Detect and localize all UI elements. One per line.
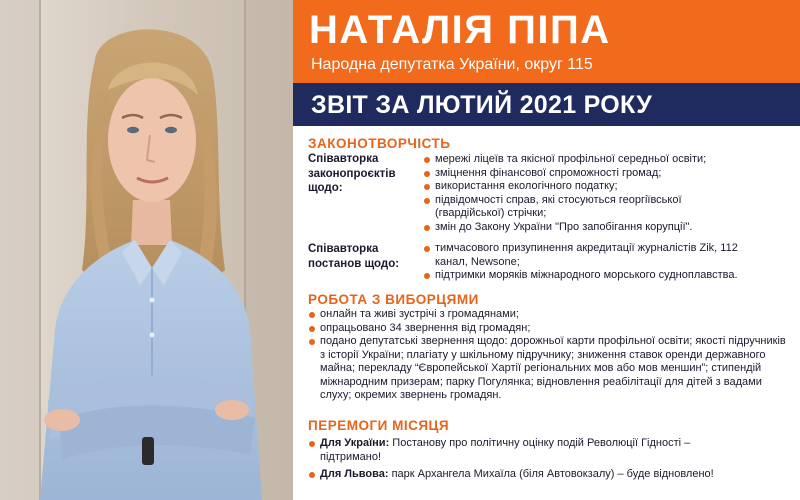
section-heading-voters: РОБОТА З ВИБОРЦЯМИ (308, 292, 479, 307)
report-title: ЗВІТ ЗА ЛЮТИЙ 2021 РОКУ (311, 91, 653, 119)
resolutions-list (423, 242, 793, 283)
list-item (308, 437, 748, 464)
bills-list (423, 153, 793, 234)
list-item: тимчасового призупинення акредитації журналістів Zik, 112 канал, Newsone; (423, 242, 755, 269)
list-item: підтримки моряків міжнародного морського судноплавства. (423, 269, 793, 283)
report-content (293, 126, 800, 500)
win-label: Для України: (320, 437, 390, 449)
section-heading-wins: ПЕРЕМОГИ МІСЯЦЯ (308, 418, 450, 433)
report-banner (293, 83, 800, 126)
list-item: використання екологічного податку; (423, 180, 793, 194)
list-item: подано депутатські звернення щодо: дорожньої карти профільної освіти; якості підручників з історії України; плагіату у шкільному підручнику; зниження ставок оренди державного майна; перекладу “Європейської Хартії регіональних мов або мов меншин”; стипендій міжнародним призерам; парку Погулянка; відновлення реабілітації для дітей з вадами слуху; окремих звернень громадян. (308, 335, 790, 403)
voters-list (308, 308, 790, 403)
portrait-photo (0, 0, 293, 500)
person-subtitle: Народна депутатка України, округ 115 (311, 56, 593, 73)
list-item (308, 468, 748, 482)
portrait-illustration (0, 0, 293, 500)
header-bar (293, 0, 800, 83)
resolutions-label: Співавторка постанов щодо: (308, 243, 400, 270)
wins-list (308, 437, 748, 482)
list-item: онлайн та живі зустрічі з громадянами; (308, 308, 790, 322)
bills-label: Співавторка законопроєктів щодо: (308, 153, 396, 194)
list-item: мережі ліцеїв та якісної профільної середньої освіти; (423, 153, 793, 167)
win-label: Для Львова: (320, 468, 389, 480)
list-item: змін до Закону України "Про запобігання корупції". (423, 221, 793, 235)
win-text: Постанову про політичну оцінку подій Революції Гідності – підтримано! (320, 437, 691, 463)
list-item: підвідомчості справ, які стосуються георгіївської (гвардійської) стрічки; (423, 194, 735, 221)
list-item: зміцнення фінансової спроможності громад; (423, 167, 793, 181)
section-heading-lawmaking: ЗАКОНОТВОРЧІСТЬ (308, 136, 451, 151)
list-item: опрацьовано 34 звернення від громадян; (308, 322, 790, 336)
win-text: парк Архангела Михаїла (біля Автовокзалу) – буде відновлено! (388, 468, 714, 480)
person-name: НАТАЛІЯ ПІПА (309, 8, 611, 52)
